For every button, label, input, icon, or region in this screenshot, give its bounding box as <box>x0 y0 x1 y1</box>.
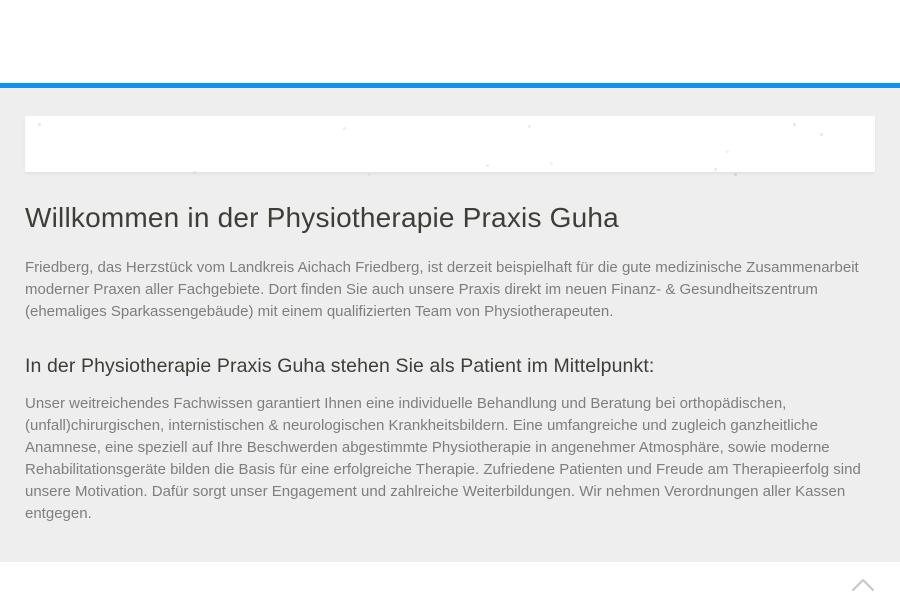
detail-paragraph: Unser weitreichendes Fachwissen garantiert Ihnen eine individuelle Behandlung und Beratung bei orthopädischen, (unfall)chirurgischen, internistischen & neurologischen Krankheitsbildern. Eine umfangreiche und zugleich ganzheitliche Anamnese, eine speziell auf Ihre Beschwerden abgestimmte Physiotherapie in angenehmer Atmosphäre, sowie moderne Rehabilitationsgeräte bilden die Basis für eine erfolgreiche Therapie. Zufriedene Patienten und Freude am Therapieerfolg sind unsere Motivation. Dafür sorgt unser Engagement und zahlreiche Weiterbildungen. Wir nehmen Verordnungen aller Kassen entgegen. <box>25 394 861 522</box>
site-footer <box>0 562 900 596</box>
menu-button[interactable] <box>45 34 85 53</box>
site-header <box>0 0 900 88</box>
chevron-up-icon <box>851 576 883 592</box>
page-title: Willkommen in der Physiotherapie Praxis Guha <box>25 202 619 233</box>
intro-paragraph: Friedberg, das Herzstück vom Landkreis Aichach Friedberg, ist derzeit beispielhaft für die gute medizinische Zusammenarbeit moderner Praxen aller Fachgebiete. Dort finden Sie auch unsere Praxis direkt im neuen Finanz- & Gesundheitszentrum (ehemaliges Sparkassengebäude) mit einem qualifizierten Team von Physiotherapeuten. <box>25 258 859 320</box>
main-content <box>0 88 900 562</box>
scroll-to-top-button[interactable] <box>851 572 883 596</box>
section-title: In der Physiotherapie Praxis Guha stehen Sie als Patient im Mittelpunkt: <box>25 354 655 377</box>
banner-image-texture <box>25 116 875 172</box>
hamburger-icon <box>60 36 71 51</box>
banner-image <box>25 116 875 172</box>
